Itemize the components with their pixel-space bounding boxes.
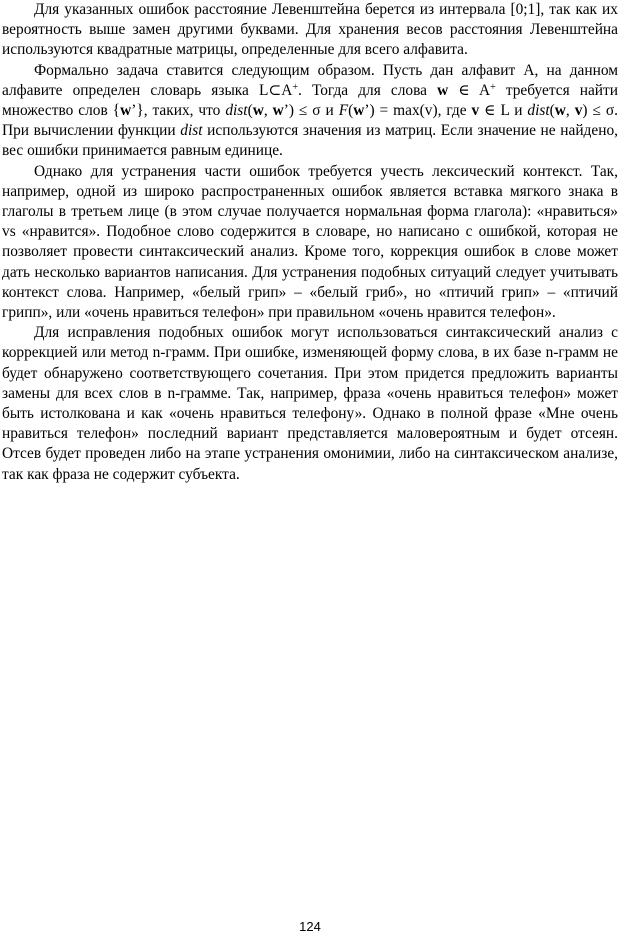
- superscript-plus: +: [292, 81, 299, 93]
- text-run: ) ≤ σ. При вычислении функции: [2, 102, 618, 140]
- math-variable-w: w: [252, 102, 264, 120]
- math-variable-w: w: [353, 102, 365, 120]
- math-variable-w: w: [437, 81, 449, 99]
- math-variable-v: v: [471, 102, 480, 120]
- text-run: Формально задача ставится следующим образом. Пусть дан алфавит A, на данном алфавите определен словарь языка L⊂A: [2, 61, 618, 99]
- text-run: ’}, таких, что: [131, 102, 226, 120]
- text-run: ,: [565, 102, 575, 120]
- text-run: (: [549, 102, 555, 120]
- superscript-plus: +: [490, 81, 496, 93]
- math-function-dist: dist: [225, 102, 248, 120]
- math-function-dist: dist: [180, 122, 203, 140]
- math-variable-w: w: [120, 102, 132, 120]
- text-run: (: [348, 102, 354, 120]
- text-run: (: [247, 102, 253, 120]
- text-run: ’) ≤ σ и: [283, 102, 339, 120]
- text-run: ∈ A: [448, 81, 491, 99]
- text-run: ∈ L и: [479, 102, 528, 120]
- body-text: [2, 0, 618, 485]
- paragraph-4: Для исправления подобных ошибок могут использоваться синтаксический анализ с коррекцией или метод n-грамм. При ошибке, изменяющей форму слова, в их базе n-грамм не будет обнаружено соответствующего сочетания. При этом придется предложить варианты замены для всех слов в n-грамме. Так, например, фраза «очень нравиться телефон» может быть истолкована и как «очень нравиться телефону». Однако в полной фразе «Мне очень нравиться телефон» последний вариант представляется маловероятным и будет отсеян. Отсев будет проведен либо на этапе устранения омонимии, либо на синтаксическом анализе, так как фраза не содержит субъекта.: [2, 324, 618, 483]
- paragraph-3: Однако для устранения части ошибок требуется учесть лексический контекст. Так, например, одной из широко распространенных ошибок является вставка мягкого знака в глаголы в третьем лице (в этом случае получается нормальная форма глагола): «нравиться» vs «нравится». Подобное слово содержится в словаре, но написано с ошибкой, которая не позволяет провести синтаксический анализ. Кроме того, коррекция ошибок в слове может дать несколько вариантов написания. Для устранения подобных ситуаций следует учитывать контекст слова. Например, «белый грип» – «белый гриб», но «птичий грип» – «птичий грипп», или «очень нравиться телефон» при правильном «очень нравится телефон».: [2, 162, 618, 322]
- math-variable-w: w: [272, 102, 284, 120]
- page-number: 124: [299, 919, 321, 934]
- paragraph-1: Для указанных ошибок расстояние Левенштейна берется из интервала [0;1], так как их вероятность выше замен другими буквами. Для хранения весов расстояния Левенштейна используются квадратные матрицы, определенные для всего алфавита.: [2, 1, 618, 59]
- text-run: . Тогда для слова: [298, 81, 438, 99]
- text-run: требуется найти множество слов {: [2, 81, 619, 120]
- math-variable-v: v: [574, 102, 583, 120]
- paragraph-2: [2, 61, 618, 162]
- text-run: используются значения из матриц. Если значение не найдено, вес ошибки принимается равным единице.: [2, 122, 619, 160]
- math-variable-w: w: [554, 102, 566, 120]
- math-function-dist: dist: [527, 102, 550, 120]
- math-function-f: F: [338, 102, 349, 120]
- text-run: ’) = max(v), где: [364, 102, 472, 120]
- text-run: ,: [263, 102, 273, 120]
